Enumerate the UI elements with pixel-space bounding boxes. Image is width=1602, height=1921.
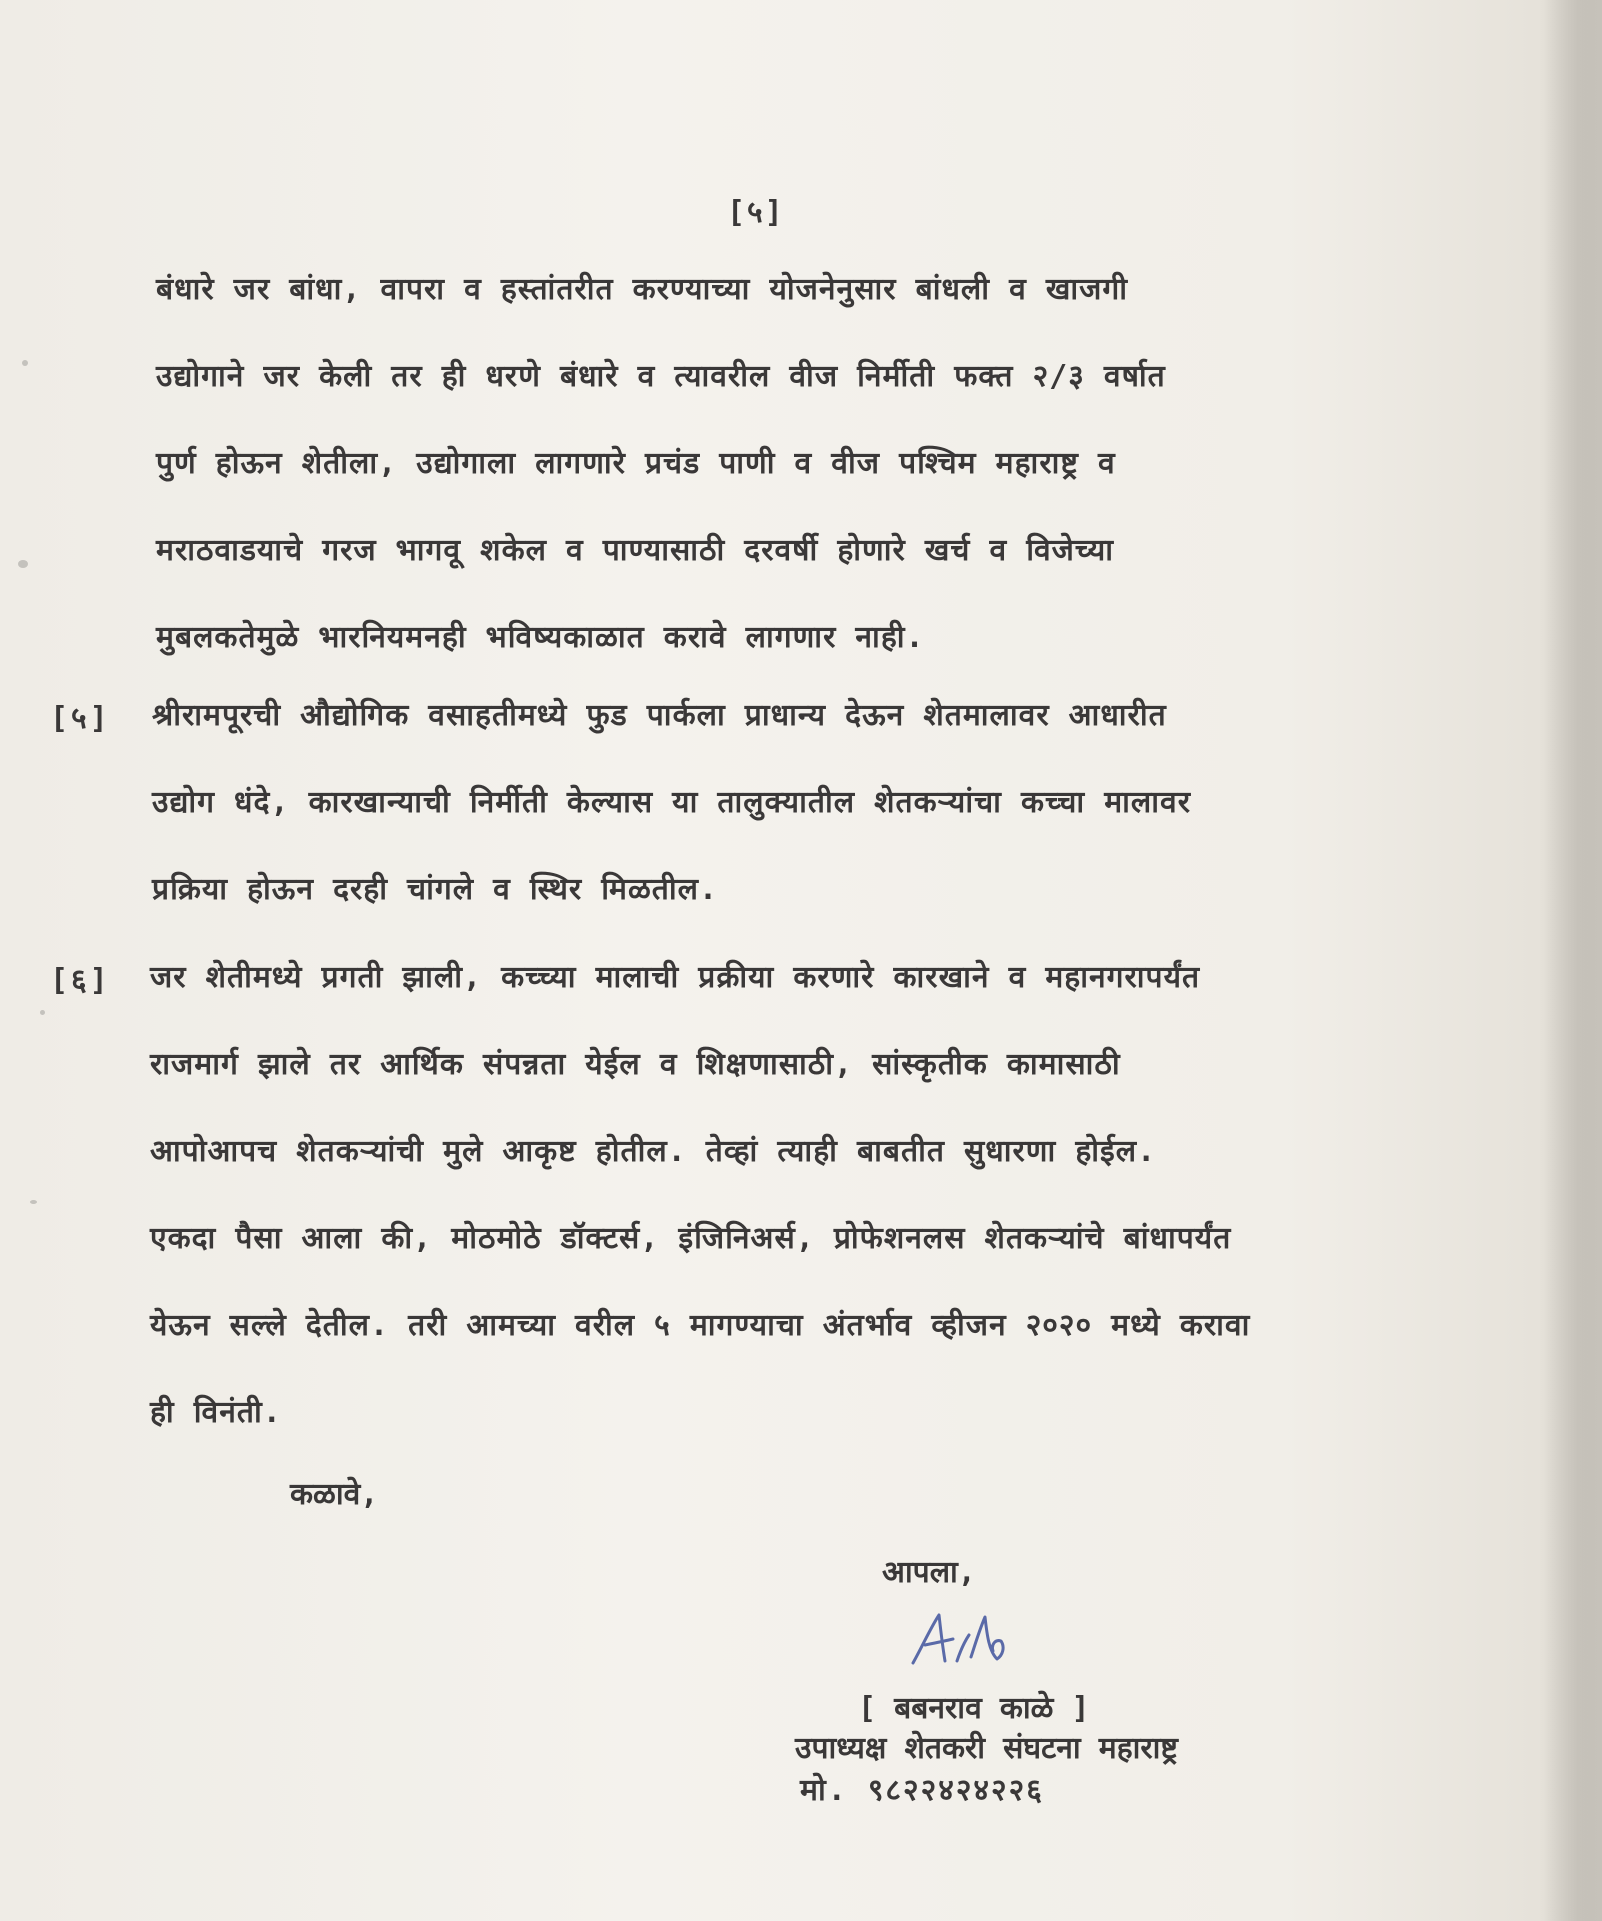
item-5-text: श्रीरामपूरची औद्योगिक वसाहतीमध्ये फुड पार्कला प्राधान्य देऊन शेतमालावर आधारीत उद्योग धंदे, कारखान्याची निर्मीती केल्यास या तालुक्यातील शेतकऱ्यांचा कच्चा मालावर प्रक्रिया होऊन दरही चांगले व स्थिर मिळतील. bbox=[152, 698, 1191, 907]
signatory-mobile: मो. ९८२२४२४२२६ bbox=[800, 1773, 1044, 1808]
paper-speck bbox=[30, 1200, 37, 1204]
yours-sincerely: आपला, bbox=[882, 1555, 976, 1590]
paper-speck bbox=[40, 1010, 45, 1015]
item-number-5: [५] bbox=[50, 701, 111, 736]
handwritten-signature bbox=[905, 1605, 1015, 1677]
paper-edge-shadow bbox=[1544, 0, 1602, 1921]
signatory-designation: उपाध्यक्ष शेतकरी संघटना महाराष्ट्र bbox=[795, 1731, 1178, 1766]
closing-line: कळावे, bbox=[290, 1477, 379, 1512]
page-number: [५] bbox=[727, 195, 785, 230]
paper-speck bbox=[22, 360, 28, 366]
item-number-6: [६] bbox=[50, 963, 111, 998]
item-6-text: जर शेतीमध्ये प्रगती झाली, कच्च्या मालाची प्रक्रीया करणारे कारखाने व महानगरापर्यंत राजमार्ग झाले तर आर्थिक संपन्नता येईल व शिक्षणासाठी, सांस्कृतीक कामासाठी आपोआपच शेतकऱ्यांची मुले आकृष्ट होतील. तेव्हां त्याही बाबतीत सुधारणा होईल. एकदा पैसा आला की, मोठमोठे डॉक्टर्स, इंजिनिअर्स, प्रोफेशनलस शेतकऱ्यांचे बांधापर्यंत येऊन सल्ले देतील. तरी आमच्या वरील ५ मागण्याचा अंतर्भाव व्हीजन २०२० मध्ये करावा ही विनंती. bbox=[150, 960, 1251, 1430]
intro-paragraph: बंधारे जर बांधा, वापरा व हस्तांतरीत करण्याच्या योजनेनुसार बांधली व खाजगी उद्योगाने जर केली तर ही धरणे बंधारे व त्यावरील वीज निर्मीती फक्त २/३ वर्षात पुर्ण होऊन शेतीला, उद्योगाला लागणारे प्रचंड पाणी व वीज पश्चिम महाराष्ट्र व मराठवाडयाचे गरज भागवू शकेल व पाण्यासाठी दरवर्षी होणारे खर्च व विजेच्या मुबलकतेमुळे भारनियमनही भविष्यकाळात करावे लागणार नाही. bbox=[156, 272, 1166, 655]
paper-speck bbox=[18, 560, 28, 568]
signatory-name: [ बबनराव काळे ] bbox=[858, 1691, 1090, 1726]
